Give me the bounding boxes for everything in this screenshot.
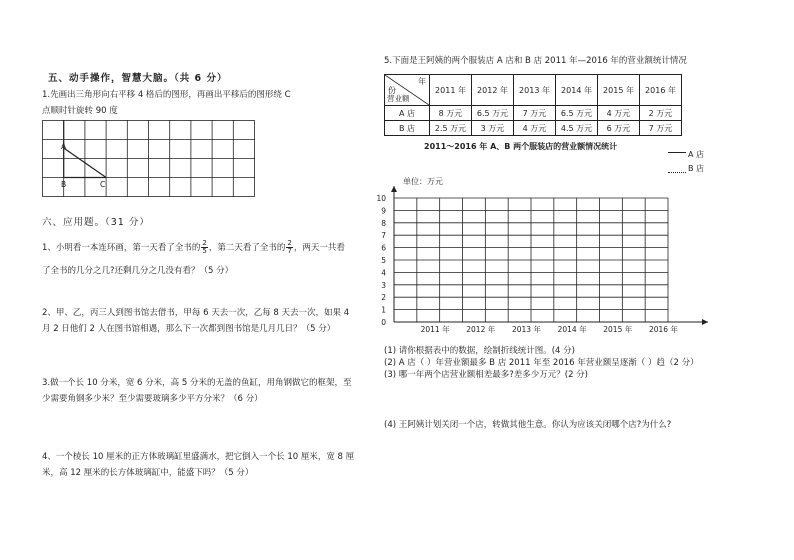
y-tick-label: 1 bbox=[381, 305, 386, 315]
q1-line1: 1、小明看一本连环画，第一天看了全书的 $\frac{2}{5}$ ，第二天看了全书的 $\frac{2}{7}$ ，两天一共看 bbox=[42, 239, 345, 255]
q3-line1: 3.做一个长 10 分米，宽 6 分米，高 5 分米的无盖的鱼缸，用角钢做它的框架，至 bbox=[42, 378, 352, 388]
y-tick-label: 10 bbox=[376, 194, 386, 203]
row-label: B 店 bbox=[385, 121, 430, 136]
table-cell: 3 万元 bbox=[472, 121, 514, 136]
x-tick-label: 2013 年 bbox=[511, 325, 541, 334]
q2-line1: 2、甲、乙，丙三人到图书馆去借书，甲每 6 天去一次，乙每 8 天去一次，如果 4 bbox=[42, 308, 350, 318]
x-tick-label: 2011 年 bbox=[420, 325, 450, 334]
q1-line2: 了全书的几分之几?还剩几分之几没有看？（5 分） bbox=[42, 266, 234, 276]
year-header: 2015 年 bbox=[598, 75, 640, 106]
x-tick-label: 2014 年 bbox=[557, 325, 587, 334]
y-tick-label: 2 bbox=[381, 293, 386, 303]
y-tick-label: 4 bbox=[381, 268, 386, 278]
y-axis-arrow bbox=[391, 186, 397, 192]
q2-line2: 月 2 日他们 2 人在图书馆相遇，那么下一次都到图书馆是几月几日？（5 分） bbox=[42, 324, 336, 334]
x-tick-label: 2012 年 bbox=[466, 325, 496, 334]
table-cell: 4.5 万元 bbox=[556, 121, 598, 136]
section5-title: 五、动手操作，智慧大脑。（共 6 分） bbox=[48, 73, 228, 84]
line-chart-grid[interactable] bbox=[366, 186, 716, 336]
legend-b-label: B 店 bbox=[688, 164, 705, 173]
fraction-2-7: $\frac{2}{7}$ bbox=[287, 239, 292, 255]
q3-line2: 少需要角钢多少米？至少需要玻璃多少平方分米？（6 分） bbox=[42, 394, 263, 404]
fraction-2-5: $\frac{2}{5}$ bbox=[202, 239, 207, 255]
table-cell: 4 万元 bbox=[598, 106, 640, 121]
y-tick-label: 9 bbox=[381, 206, 386, 216]
y-tick-label: 0 bbox=[381, 318, 386, 327]
sub-question-3: (3) 哪一年两个店营业额相差最多?差多少万元？(2 分) bbox=[384, 370, 588, 380]
row-label: A 店 bbox=[385, 106, 430, 121]
table-row bbox=[385, 121, 682, 136]
y-tick-label: 8 bbox=[381, 218, 386, 228]
y-tick-label: 7 bbox=[381, 231, 386, 241]
legend-a-label: A 店 bbox=[688, 150, 705, 159]
q5-1-line1: 1.先画出三角形向右平移 4 格后的图形，再画出平移后的图形绕 C bbox=[42, 90, 291, 100]
table-corner-cell: 年 份 营业额 bbox=[385, 75, 430, 106]
x-tick-label: 2015 年 bbox=[603, 325, 633, 334]
table-cell: 7 万元 bbox=[514, 106, 556, 121]
year-header: 2013 年 bbox=[514, 75, 556, 106]
table-row bbox=[385, 106, 682, 121]
table-cell: 6 万元 bbox=[598, 121, 640, 136]
x-axis-arrow bbox=[702, 319, 708, 325]
label-b: B bbox=[61, 180, 67, 189]
y-tick-label: 5 bbox=[381, 256, 386, 265]
table-cell: 6.5 万元 bbox=[472, 106, 514, 121]
year-header: 2014 年 bbox=[556, 75, 598, 106]
q5-title: 5.下面是王阿姨的两个服装店 A 店和 B 店 2011 年—2016 年的营业额统计情况 bbox=[384, 56, 687, 66]
label-a: A bbox=[61, 142, 67, 151]
table-cell: 2 万元 bbox=[640, 106, 682, 121]
table-cell: 7 万元 bbox=[640, 121, 682, 136]
year-header: 2011 年 bbox=[430, 75, 472, 106]
sales-table bbox=[384, 74, 682, 136]
legend-b-line bbox=[668, 172, 686, 173]
y-tick-label: 6 bbox=[381, 243, 386, 253]
drawing-grid[interactable] bbox=[42, 120, 272, 198]
y-tick-label: 3 bbox=[381, 280, 386, 290]
q4-line1: 4、一个棱长 10 厘米的正方体玻璃缸里盛满水，把它倒入一个长 10 厘米，宽 8 厘 bbox=[42, 452, 355, 462]
table-cell: 8 万元 bbox=[430, 106, 472, 121]
unit-label: 单位：万元 bbox=[403, 177, 443, 186]
section6-title: 六、应用题。（31 分） bbox=[42, 217, 150, 228]
q4-line2: 米，高 12 厘米的长方体玻璃缸中，能盛下吗？（5 分） bbox=[42, 468, 254, 478]
sub-question-4: (4) 王阿姨计划关闭一个店，转做其他生意。你认为应该关闭哪个店?为什么? bbox=[384, 420, 672, 430]
legend-a-line bbox=[668, 152, 686, 153]
year-header: 2016 年 bbox=[640, 75, 682, 106]
table-cell: 4 万元 bbox=[514, 121, 556, 136]
label-c: C bbox=[100, 180, 106, 189]
q5-1-line2: 点顺时针旋转 90 度 bbox=[42, 106, 118, 116]
sub-question-2: (2) A 店（ ）年营业额最多 B 店 2011 年至 2016 年营业额呈逐渐（ ）趋（2 分） bbox=[384, 358, 699, 368]
table-cell: 2.5 万元 bbox=[430, 121, 472, 136]
sub-question-1: (1) 请你根据表中的数据，绘制折线统计图。(4 分) bbox=[384, 346, 575, 356]
chart-title: 2011～2016 年 A、B 两个服装店的营业额情况统计 bbox=[424, 142, 618, 151]
table-cell: 6.5 万元 bbox=[556, 106, 598, 121]
year-header: 2012 年 bbox=[472, 75, 514, 106]
x-tick-label: 2016 年 bbox=[648, 325, 678, 334]
